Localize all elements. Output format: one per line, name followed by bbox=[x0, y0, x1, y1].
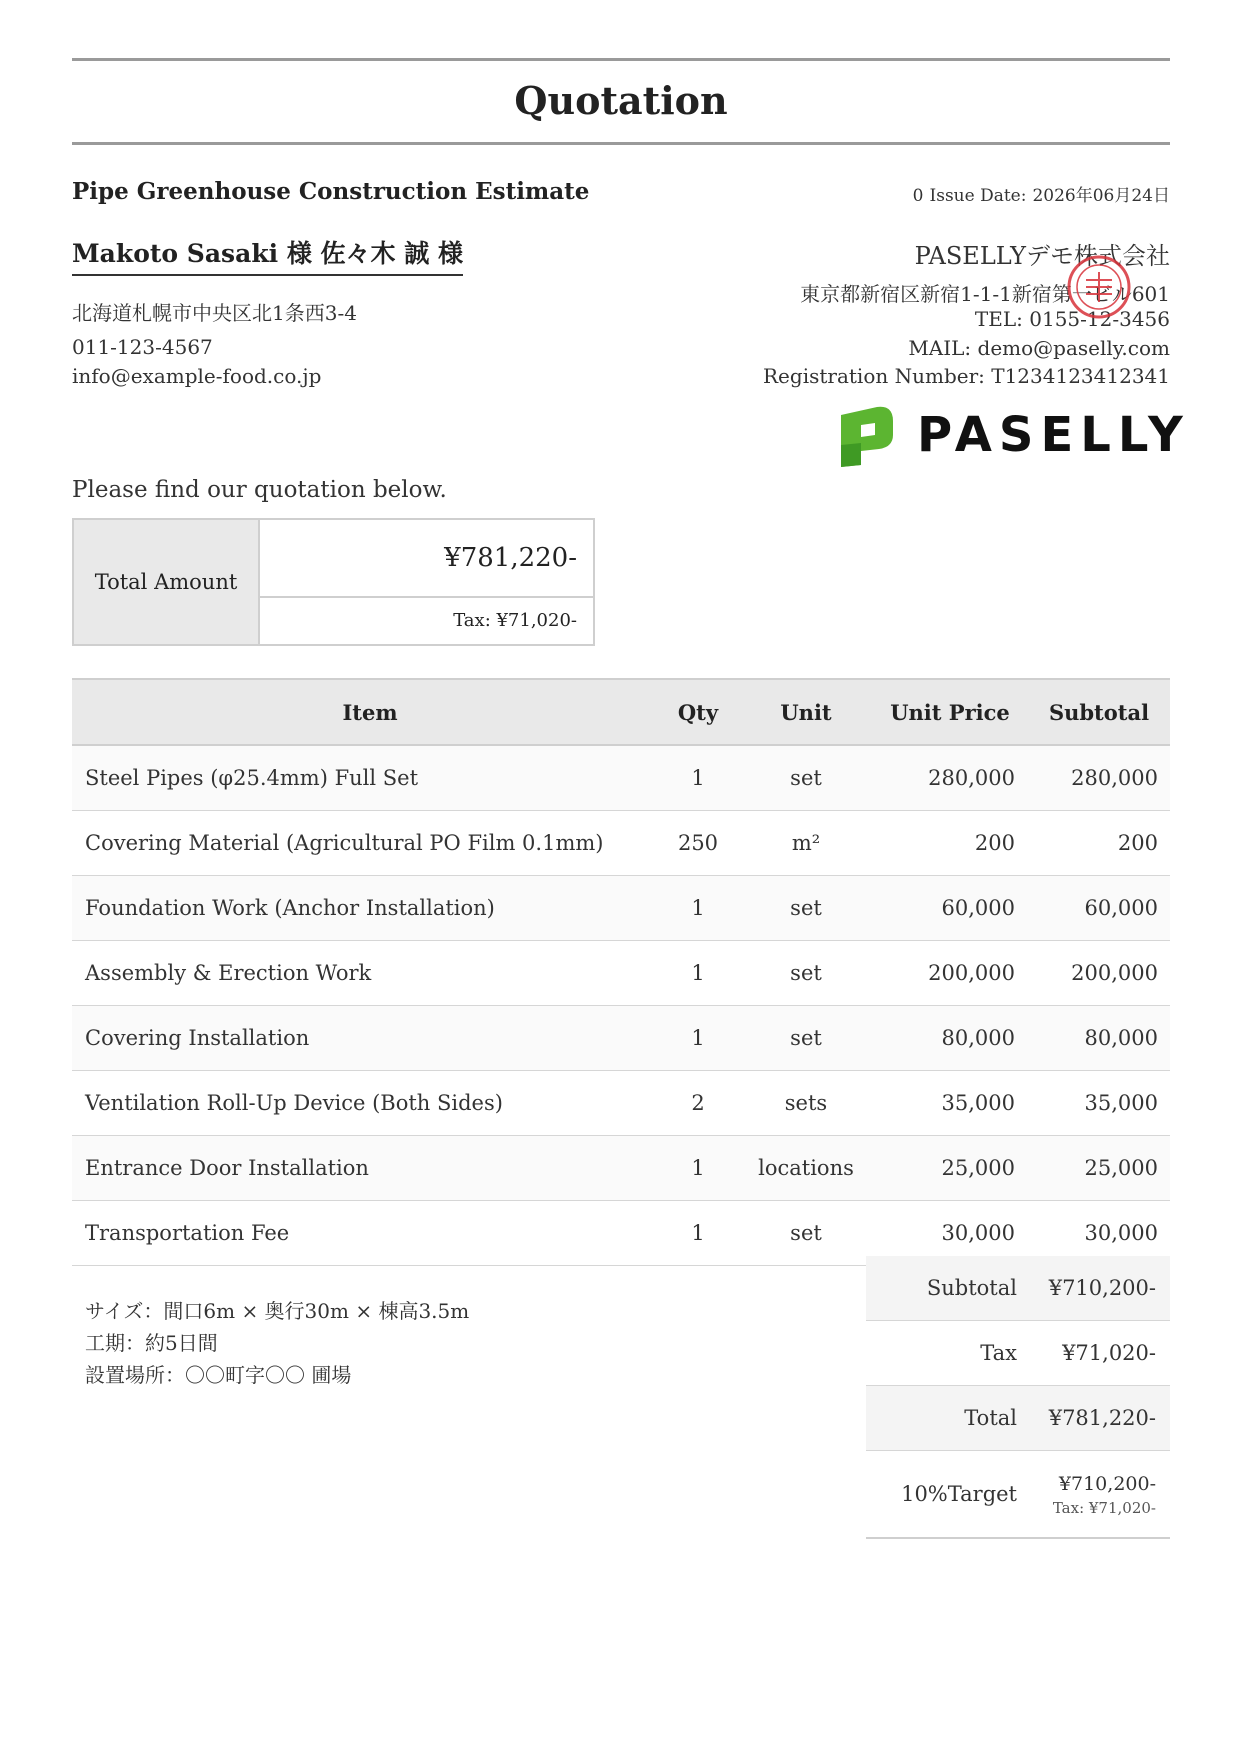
row-item: Transportation Fee bbox=[72, 1201, 656, 1266]
company-mail: MAIL: demo@paselly.com bbox=[908, 336, 1170, 360]
summary-total-label: Total bbox=[866, 1386, 1035, 1451]
summary-target-tax: Tax: ¥71,020- bbox=[1052, 1499, 1156, 1517]
row-unit: set bbox=[740, 941, 872, 1006]
row-subtotal: 80,000 bbox=[1027, 1006, 1170, 1071]
row-unit-price: 30,000 bbox=[872, 1201, 1027, 1266]
row-unit: sets bbox=[740, 1071, 872, 1136]
summary-subtotal-value: ¥710,200- bbox=[1035, 1256, 1170, 1321]
company-tel: TEL: 0155-12-3456 bbox=[974, 307, 1170, 331]
summary-total-value: ¥781,220- bbox=[1035, 1386, 1170, 1451]
title-rule bbox=[72, 142, 1170, 145]
client-name: Makoto Sasaki 様 佐々木 誠 様 bbox=[72, 234, 463, 276]
client-phone: 011-123-4567 bbox=[72, 335, 213, 359]
row-subtotal: 60,000 bbox=[1027, 876, 1170, 941]
issue-number: 0 bbox=[912, 186, 924, 206]
header-unit: Unit bbox=[740, 679, 872, 745]
table-row bbox=[72, 745, 1170, 811]
row-qty: 2 bbox=[656, 1071, 740, 1136]
summary-row-total bbox=[866, 1386, 1170, 1451]
summary-row-tax bbox=[866, 1321, 1170, 1386]
company-address: 東京都新宿区新宿1-1-1新宿第一ビル601 bbox=[800, 282, 1170, 306]
issue-date-label: Issue Date: bbox=[929, 186, 1027, 206]
row-unit-price: 35,000 bbox=[872, 1071, 1027, 1136]
summary-row-subtotal bbox=[866, 1256, 1170, 1321]
row-item: Covering Material (Agricultural PO Film 0.1mm) bbox=[72, 811, 656, 876]
row-subtotal: 200 bbox=[1027, 811, 1170, 876]
row-qty: 1 bbox=[656, 941, 740, 1006]
row-item: Steel Pipes (φ25.4mm) Full Set bbox=[72, 745, 656, 811]
company-seal-stamp bbox=[1066, 254, 1132, 320]
total-amount-label: Total Amount bbox=[74, 520, 260, 644]
row-unit-price: 25,000 bbox=[872, 1136, 1027, 1201]
client-email: info@example-food.co.jp bbox=[72, 364, 322, 388]
row-subtotal: 25,000 bbox=[1027, 1136, 1170, 1201]
logo-wordmark: PASELLY bbox=[917, 407, 1190, 463]
row-unit: set bbox=[740, 876, 872, 941]
issue-info bbox=[913, 181, 1170, 206]
total-amount-box bbox=[72, 518, 595, 646]
note-location: 設置場所：〇〇町字〇〇 圃場 bbox=[85, 1363, 352, 1387]
company-registration: Registration Number: T1234123412341 bbox=[763, 364, 1170, 388]
top-rule bbox=[72, 58, 1170, 61]
row-qty: 250 bbox=[656, 811, 740, 876]
row-unit-price: 80,000 bbox=[872, 1006, 1027, 1071]
notes-block bbox=[85, 1295, 469, 1391]
row-unit-price: 200,000 bbox=[872, 941, 1027, 1006]
row-qty: 1 bbox=[656, 745, 740, 811]
table-row bbox=[72, 941, 1170, 1006]
summary-row-target bbox=[866, 1451, 1170, 1539]
summary-target-label: 10%Target bbox=[866, 1451, 1035, 1539]
row-unit-price: 60,000 bbox=[872, 876, 1027, 941]
document-subtitle: Pipe Greenhouse Construction Estimate bbox=[72, 178, 590, 205]
client-address: 北海道札幌市中央区北1条西3-4 bbox=[72, 301, 357, 325]
note-size: サイズ：間口6m × 奥行30m × 棟高3.5m bbox=[85, 1299, 470, 1323]
intro-text: Please find our quotation below. bbox=[72, 477, 447, 503]
table-header-row bbox=[72, 679, 1170, 745]
items-table bbox=[72, 678, 1170, 1266]
row-unit-price: 280,000 bbox=[872, 745, 1027, 811]
row-qty: 1 bbox=[656, 876, 740, 941]
summary-target-amount: ¥710,200- bbox=[1058, 1473, 1156, 1495]
table-row bbox=[72, 876, 1170, 941]
total-amount-tax: Tax: ¥71,020- bbox=[453, 610, 577, 631]
row-subtotal: 280,000 bbox=[1027, 745, 1170, 811]
row-subtotal: 35,000 bbox=[1027, 1071, 1170, 1136]
header-unit-price: Unit Price bbox=[872, 679, 1027, 745]
row-unit: set bbox=[740, 1006, 872, 1071]
company-name: PASELLYデモ株式会社 bbox=[914, 242, 1170, 270]
row-item: Foundation Work (Anchor Installation) bbox=[72, 876, 656, 941]
total-amount-value: ¥781,220- bbox=[260, 520, 593, 598]
row-subtotal: 200,000 bbox=[1027, 941, 1170, 1006]
row-qty: 1 bbox=[656, 1201, 740, 1266]
row-qty: 1 bbox=[656, 1006, 740, 1071]
row-item: Assembly & Erection Work bbox=[72, 941, 656, 1006]
row-unit: set bbox=[740, 1201, 872, 1266]
summary-tax-value: ¥71,020- bbox=[1035, 1321, 1170, 1386]
table-row bbox=[72, 811, 1170, 876]
row-subtotal: 30,000 bbox=[1027, 1201, 1170, 1266]
header-subtotal: Subtotal bbox=[1027, 679, 1170, 745]
row-unit-price: 200 bbox=[872, 811, 1027, 876]
summary-target-value bbox=[1035, 1451, 1170, 1539]
issue-date: 2026年06月24日 bbox=[1032, 186, 1170, 206]
page-title: Quotation bbox=[514, 78, 728, 123]
row-unit: set bbox=[740, 745, 872, 811]
summary-tax-label: Tax bbox=[866, 1321, 1035, 1386]
table-row bbox=[72, 1071, 1170, 1136]
row-qty: 1 bbox=[656, 1136, 740, 1201]
note-duration: 工期：約5日間 bbox=[85, 1331, 218, 1355]
row-unit: locations bbox=[740, 1136, 872, 1201]
row-item: Entrance Door Installation bbox=[72, 1136, 656, 1201]
table-row bbox=[72, 1006, 1170, 1071]
summary-subtotal-label: Subtotal bbox=[866, 1256, 1035, 1321]
summary-table bbox=[866, 1256, 1170, 1539]
row-unit: m² bbox=[740, 811, 872, 876]
table-row bbox=[72, 1136, 1170, 1201]
header-qty: Qty bbox=[656, 679, 740, 745]
header-item: Item bbox=[72, 679, 656, 745]
row-item: Ventilation Roll-Up Device (Both Sides) bbox=[72, 1071, 656, 1136]
row-item: Covering Installation bbox=[72, 1006, 656, 1071]
